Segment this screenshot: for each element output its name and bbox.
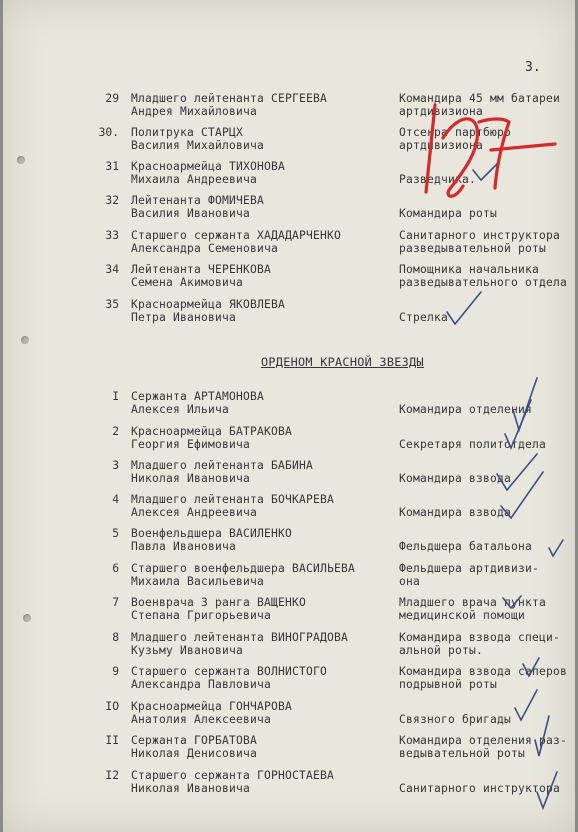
entry-position-line2: Командира взвода — [399, 506, 512, 519]
entry-position-line2: медицинской помощи — [399, 609, 526, 622]
entry-rank-surname: Младшего лейтенанта БАБИНА — [131, 459, 314, 472]
entry-number: 29 — [105, 92, 119, 105]
entry-position-line1: Отсекра партбюро — [399, 126, 512, 139]
check-mark — [497, 454, 537, 490]
entry-number: 31 — [105, 160, 119, 173]
entry-position-line2: Стрелка — [399, 311, 449, 324]
check-mark — [447, 292, 481, 324]
entry-rank-surname: Красноармейца ГОНЧАРОВА — [131, 700, 293, 713]
entry-given-names: Алексея Андреевича — [131, 506, 258, 519]
check-mark — [501, 472, 543, 518]
entry-number: 33 — [105, 229, 119, 242]
entry-given-names: Василия Михайловича — [131, 139, 265, 152]
check-mark — [503, 596, 521, 608]
entry-position-line2: Связного бригады — [399, 713, 512, 726]
entry-number: 6 — [112, 562, 119, 575]
entry-given-names: Михаила Васильевича — [131, 575, 265, 588]
check-mark — [523, 658, 539, 676]
entry-position-line2: альной роты. — [399, 644, 484, 657]
document-page — [3, 0, 575, 832]
entry-rank-surname: Красноармейца ЯКОВЛЕВА — [131, 298, 286, 311]
entry-number: IO — [105, 700, 119, 713]
entry-rank-surname: Лейтенанта ФОМИЧЕВА — [131, 194, 265, 207]
entry-position-line2: Командира взвода — [399, 472, 512, 485]
entry-rank-surname: Военфельдшера ВАСИЛЕНКО — [131, 527, 293, 540]
entry-rank-surname: Сержанта ГОРБАТОВА — [131, 734, 258, 747]
entry-number: I2 — [105, 769, 119, 782]
entry-given-names: Александра Семеновича — [131, 242, 279, 255]
entry-given-names: Степана Григорьевича — [131, 609, 272, 622]
entry-number: I — [112, 390, 119, 403]
entry-given-names: Семена Акимовича — [131, 276, 244, 289]
entry-given-names: Петра Ивановича — [131, 311, 237, 324]
entry-position-line1: Командира взвода специ- — [399, 631, 561, 644]
entry-rank-surname: Лейтенанта ЧЕРЕНКОВА — [131, 263, 272, 276]
entry-position-line1: Командира взвода саперов — [399, 665, 568, 678]
entry-number: 2 — [112, 425, 119, 438]
entry-number: II — [105, 734, 119, 747]
entry-position-line2: подрывной роты — [399, 678, 498, 691]
entry-number: 7 — [112, 596, 119, 609]
entry-position-line2: Командира роты — [399, 207, 498, 220]
entry-given-names: Павла Ивановича — [131, 540, 237, 553]
entry-given-names: Николая Ивановича — [131, 782, 251, 795]
entry-given-names: Андрея Михайловича — [131, 105, 258, 118]
entry-number: 30. — [98, 126, 119, 139]
entry-position-line1: Командира 45 мм батареи — [399, 92, 561, 105]
entry-position-line2: разведывательного отдела — [399, 276, 568, 289]
entry-number: 32 — [105, 194, 119, 207]
entry-position-line1: Младшего врача пункта — [399, 596, 547, 609]
entry-given-names: Алексея Ильича — [131, 403, 230, 416]
entry-given-names: Кузьму Ивановича — [131, 644, 244, 657]
entry-position-line2: ведывательной роты — [399, 747, 526, 760]
entry-number: 5 — [112, 527, 119, 540]
entry-position-line2: Командира отделения — [399, 403, 533, 416]
entry-given-names: Николая Денисовича — [131, 747, 258, 760]
entry-rank-surname: Красноармейца ТИХОНОВА — [131, 160, 286, 173]
entry-given-names: Николая Ивановича — [131, 472, 251, 485]
entry-position-line2: разведывательной роты — [399, 242, 547, 255]
entry-position-line2: Фельдшера батальона — [399, 540, 533, 553]
entry-rank-surname: Старшего военфельдшера ВАСИЛЬЕВА — [131, 562, 356, 575]
entry-position-line2: Санитарного инструктора — [399, 782, 561, 795]
entry-given-names: Василия Ивановича — [131, 207, 251, 220]
entry-given-names: Михаила Андреевича — [131, 173, 258, 186]
entry-rank-surname: Красноармейца БАТРАКОВА — [131, 425, 293, 438]
entry-number: 9 — [112, 665, 119, 678]
check-mark — [537, 772, 557, 808]
entry-position-line1: Санитарного инструктора — [399, 229, 561, 242]
entry-given-names: Георгия Ефимовича — [131, 438, 251, 451]
entry-rank-surname: Политрука СТАРЦХ — [131, 126, 244, 139]
entry-position-line2: Разведчика. — [399, 173, 477, 186]
entry-given-names: Александра Павловича — [131, 678, 272, 691]
entry-rank-surname: Сержанта АРТАМОНОВА — [131, 390, 265, 403]
entry-number: 8 — [112, 631, 119, 644]
entry-rank-surname: Младшего лейтенанта СЕРГЕЕВА — [131, 92, 328, 105]
entry-rank-surname: Старшего сержанта ВОЛНИСТОГО — [131, 665, 328, 678]
entry-rank-surname: Младшего лейтенанта БОЧКАРЕВА — [131, 493, 335, 506]
entry-given-names: Анатолия Алексеевича — [131, 713, 272, 726]
check-mark — [515, 690, 537, 720]
entry-position-line2: Секретаря политотдела — [399, 438, 547, 451]
entry-rank-surname: Старшего сержанта ГОРНОСТАЕВА — [131, 769, 335, 782]
check-mark — [549, 540, 563, 556]
entry-number: 3 — [112, 459, 119, 472]
entry-position-line2: артдивизиона — [399, 105, 484, 118]
entry-rank-surname: Старшего сержанта ХАДАДАРЧЕНКО — [131, 229, 342, 242]
entry-position-line1: Фельдшера артдивизи- — [399, 562, 540, 575]
entry-position-line1: Командира отделения раз- — [399, 734, 568, 747]
blue-check-marks — [447, 164, 563, 808]
entry-position-line2: она — [399, 575, 421, 588]
entry-number: 4 — [112, 493, 119, 506]
page-number: 3. — [525, 60, 541, 75]
entry-position-line2: артдивизиона — [399, 139, 484, 152]
entry-number: 34 — [105, 263, 119, 276]
check-mark — [513, 378, 537, 430]
red-pencil-annotation-107 — [426, 105, 555, 196]
section-heading: ОРДЕНОМ КРАСНОЙ ЗВЕЗДЫ — [261, 355, 424, 369]
entry-position-line1: Помощника начальника — [399, 263, 540, 276]
entry-rank-surname: Военврача 3 ранга ВАЩЕНКО — [131, 596, 307, 609]
check-mark — [535, 716, 549, 756]
check-mark — [473, 164, 497, 180]
entry-number: 35 — [105, 298, 119, 311]
entry-rank-surname: Младшего лейтенанта ВИНОГРАДОВА — [131, 631, 349, 644]
handwritten-marks — [3, 0, 575, 832]
